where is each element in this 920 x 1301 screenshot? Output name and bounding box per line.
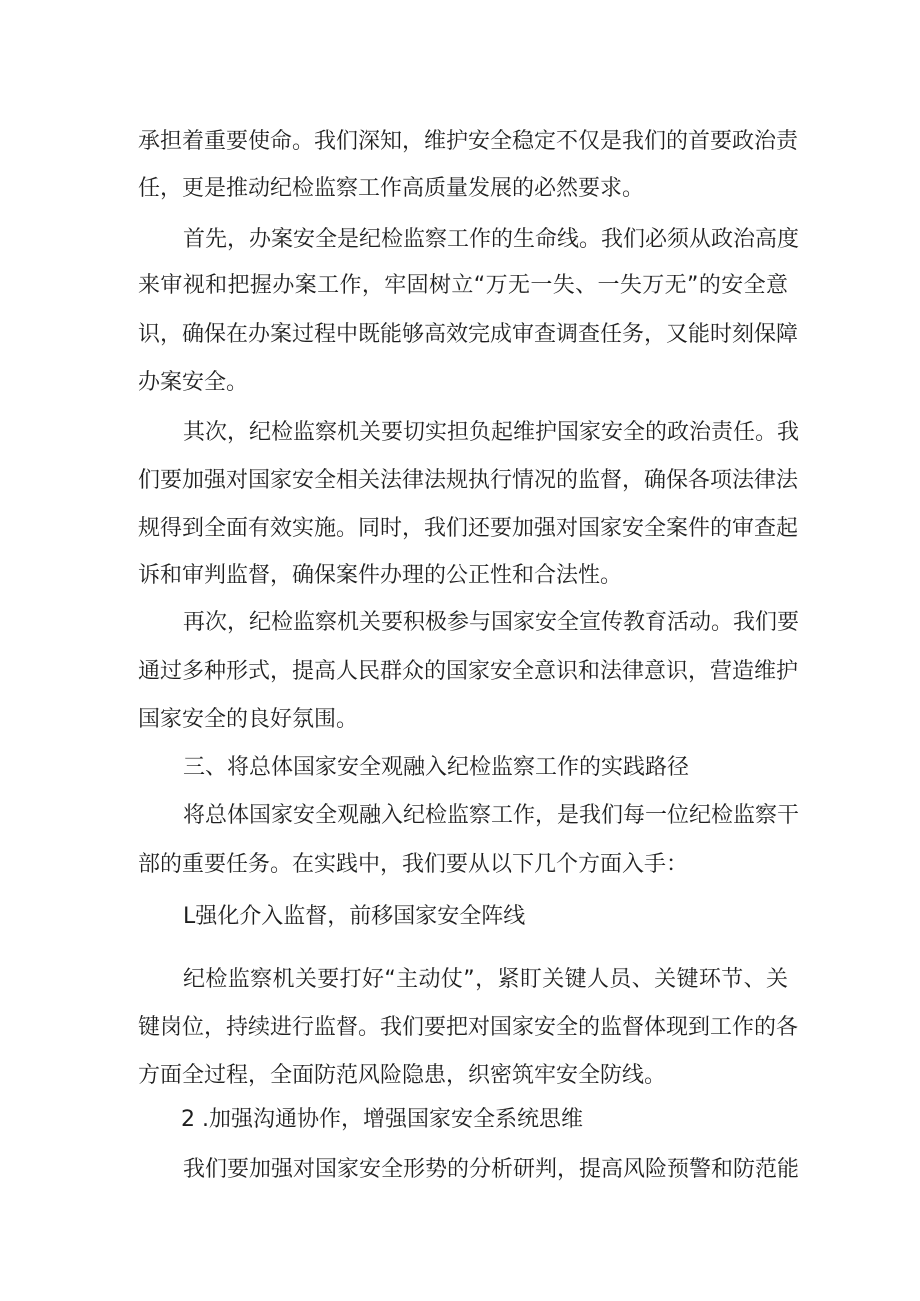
body-text-line: 办案安全。 xyxy=(138,370,249,395)
paragraph-first-line: 将总体国家安全观融入纪检监察工作，是我们每一位纪检监察干 xyxy=(183,803,800,828)
subsection-heading: 2 .加强沟通协作，增强国家安全系统思维 xyxy=(181,1107,583,1132)
body-text-line: 国家安全的良好氛围。 xyxy=(138,707,359,732)
section-heading: 三、将总体国家安全观融入纪检监察工作的实践路径 xyxy=(183,755,690,780)
body-text-line: 承担着重要使命。我们深知，维护安全稳定不仅是我们的首要政治责 xyxy=(138,129,799,154)
body-text-line: 键岗位，持续进行监督。我们要把对国家安全的监督体现到工作的各 xyxy=(138,1015,799,1040)
paragraph-first-line: 纪检监察机关要打好“主动仗”，紧盯关键人员、关键环节、关 xyxy=(183,967,788,992)
body-text-line: 规得到全面有效实施。同时，我们还要加强对国家安全案件的审查起 xyxy=(138,516,799,541)
paragraph-first-line: 再次，纪检监察机关要积极参与国家安全宣传教育活动。我们要 xyxy=(183,610,800,635)
body-text-line: 诉和审判监督，确保案件办理的公正性和合法性。 xyxy=(138,563,623,588)
paragraph-first-line: 我们要加强对国家安全形势的分析研判，提高风险预警和防范能 xyxy=(183,1157,800,1182)
body-text-line: 部的重要任务。在实践中，我们要从以下几个方面入手： xyxy=(138,852,689,877)
body-text-line: 任，更是推动纪检监察工作高质量发展的必然要求。 xyxy=(138,176,645,201)
body-text-line: 识，确保在办案过程中既能够高效完成审查调查任务，又能时刻保障 xyxy=(138,322,799,347)
body-text-line: 通过多种形式，提高人民群众的国家安全意识和法律意识，营造维护 xyxy=(138,659,799,684)
paragraph-first-line: 首先，办案安全是纪检监察工作的生命线。我们必须从政治高度 xyxy=(183,227,800,252)
body-text-line: 们要加强对国家安全相关法律法规执行情况的监督，确保各项法律法 xyxy=(138,468,799,493)
body-text-line: 方面全过程，全面防范风险隐患，织密筑牢安全防线。 xyxy=(138,1063,667,1088)
body-text-line: 来审视和把握办案工作，牢固树立“万无一失、一失万无”的安全意 xyxy=(138,273,788,298)
paragraph-first-line: 其次，纪检监察机关要切实担负起维护国家安全的政治责任。我 xyxy=(183,420,800,445)
subsection-heading: L强化介入监督，前移国家安全阵线 xyxy=(183,904,526,929)
